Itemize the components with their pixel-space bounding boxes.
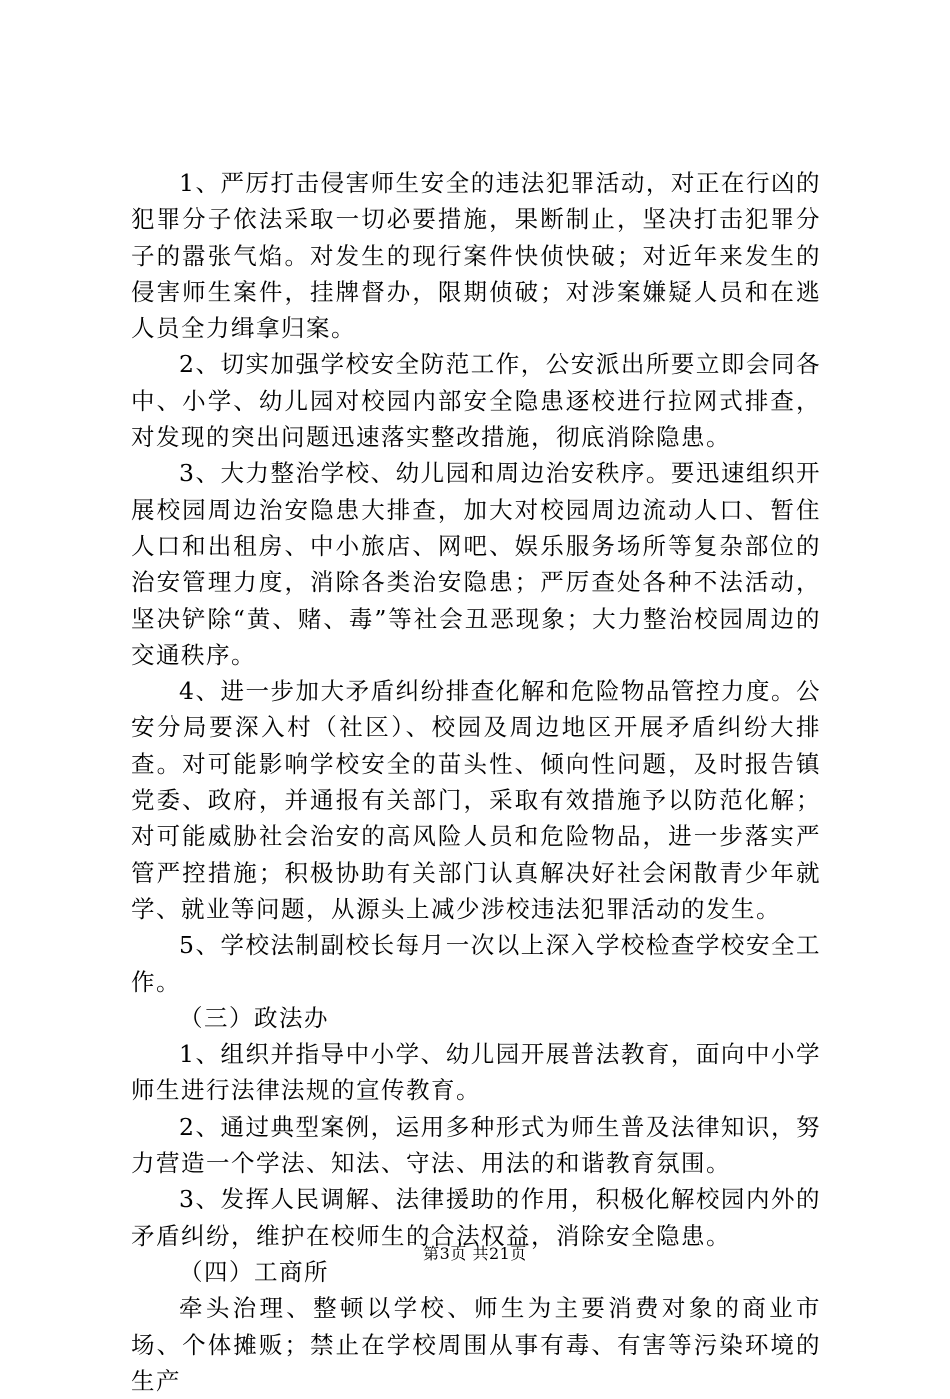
page-footer: 第3页 共21页	[423, 1244, 527, 1263]
section-heading-gongshangsuo: （四）工商所	[179, 1257, 329, 1286]
paragraph-9: 牵头治理、整顿以学校、师生为主要消费对象的商业市场、个体摊贩；禁止在学校周围从事有毒、有害等污染环境的生产	[131, 1294, 821, 1395]
paragraph-4: 4、进一步加大矛盾纠纷排查化解和危险物品管控力度。公安分局要深入村（社区）、校园及周边地区开展矛盾纠纷大排查。对可能影响学校安全的苗头性、倾向性问题，及时报告镇党委、政府，并通报有关部门，采取有效措施予以防范化解；对可能威胁社会治安的高风险人员和危险物品，进一步落实严管严控措施；积极协助有关部门认真解决好社会闲散青少年就学、就业等问题，从源头上减少涉校违法犯罪活动的发生。	[131, 677, 821, 923]
paragraph-2: 2、切实加强学校安全防范工作，公安派出所要立即会同各中、小学、幼儿园对校园内部安全隐患逐校进行拉网式排查，对发现的突出问题迅速落实整改措施，彻底消除隐患。	[131, 350, 821, 452]
paragraph-5: 5、学校法制副校长每月一次以上深入学校检查学校安全工作。	[131, 931, 821, 996]
section-heading-zhengfaban: （三）政法办	[179, 1003, 329, 1032]
paragraph-1: 1、严厉打击侵害师生安全的违法犯罪活动，对正在行凶的犯罪分子依法采取一切必要措施，果断制止，坚决打击犯罪分子的嚣张气焰。对发生的现行案件快侦快破；对近年来发生的侵害师生案件，挂牌督办，限期侦破；对涉案嫌疑人员和在逃人员全力缉拿归案。	[131, 169, 821, 343]
document-body	[131, 165, 821, 1399]
paragraph-7: 2、通过典型案例，运用多种形式为师生普及法律知识，努力营造一个学法、知法、守法、用法的和谐教育氛围。	[131, 1112, 821, 1178]
paragraph-8: 3、发挥人民调解、法律援助的作用，积极化解校园内外的矛盾纠纷，维护在校师生的合法权益，消除安全隐患。	[131, 1185, 821, 1250]
paragraph-3: 3、大力整治学校、幼儿园和周边治安秩序。要迅速组织开展校园周边治安隐患大排查，加大对校园周边流动人口、暂住人口和出租房、中小旅店、网吧、娱乐服务场所等复杂部位的治安管理力度，消除各类治安隐患；严厉查处各种不法活动，坚决铲除“黄、赌、毒”等社会丑恶现象；大力整治校园周边的交通秩序。	[131, 459, 821, 669]
paragraph-6: 1、组织并指导中小学、幼儿园开展普法教育，面向中小学师生进行法律法规的宣传教育。	[131, 1040, 821, 1105]
